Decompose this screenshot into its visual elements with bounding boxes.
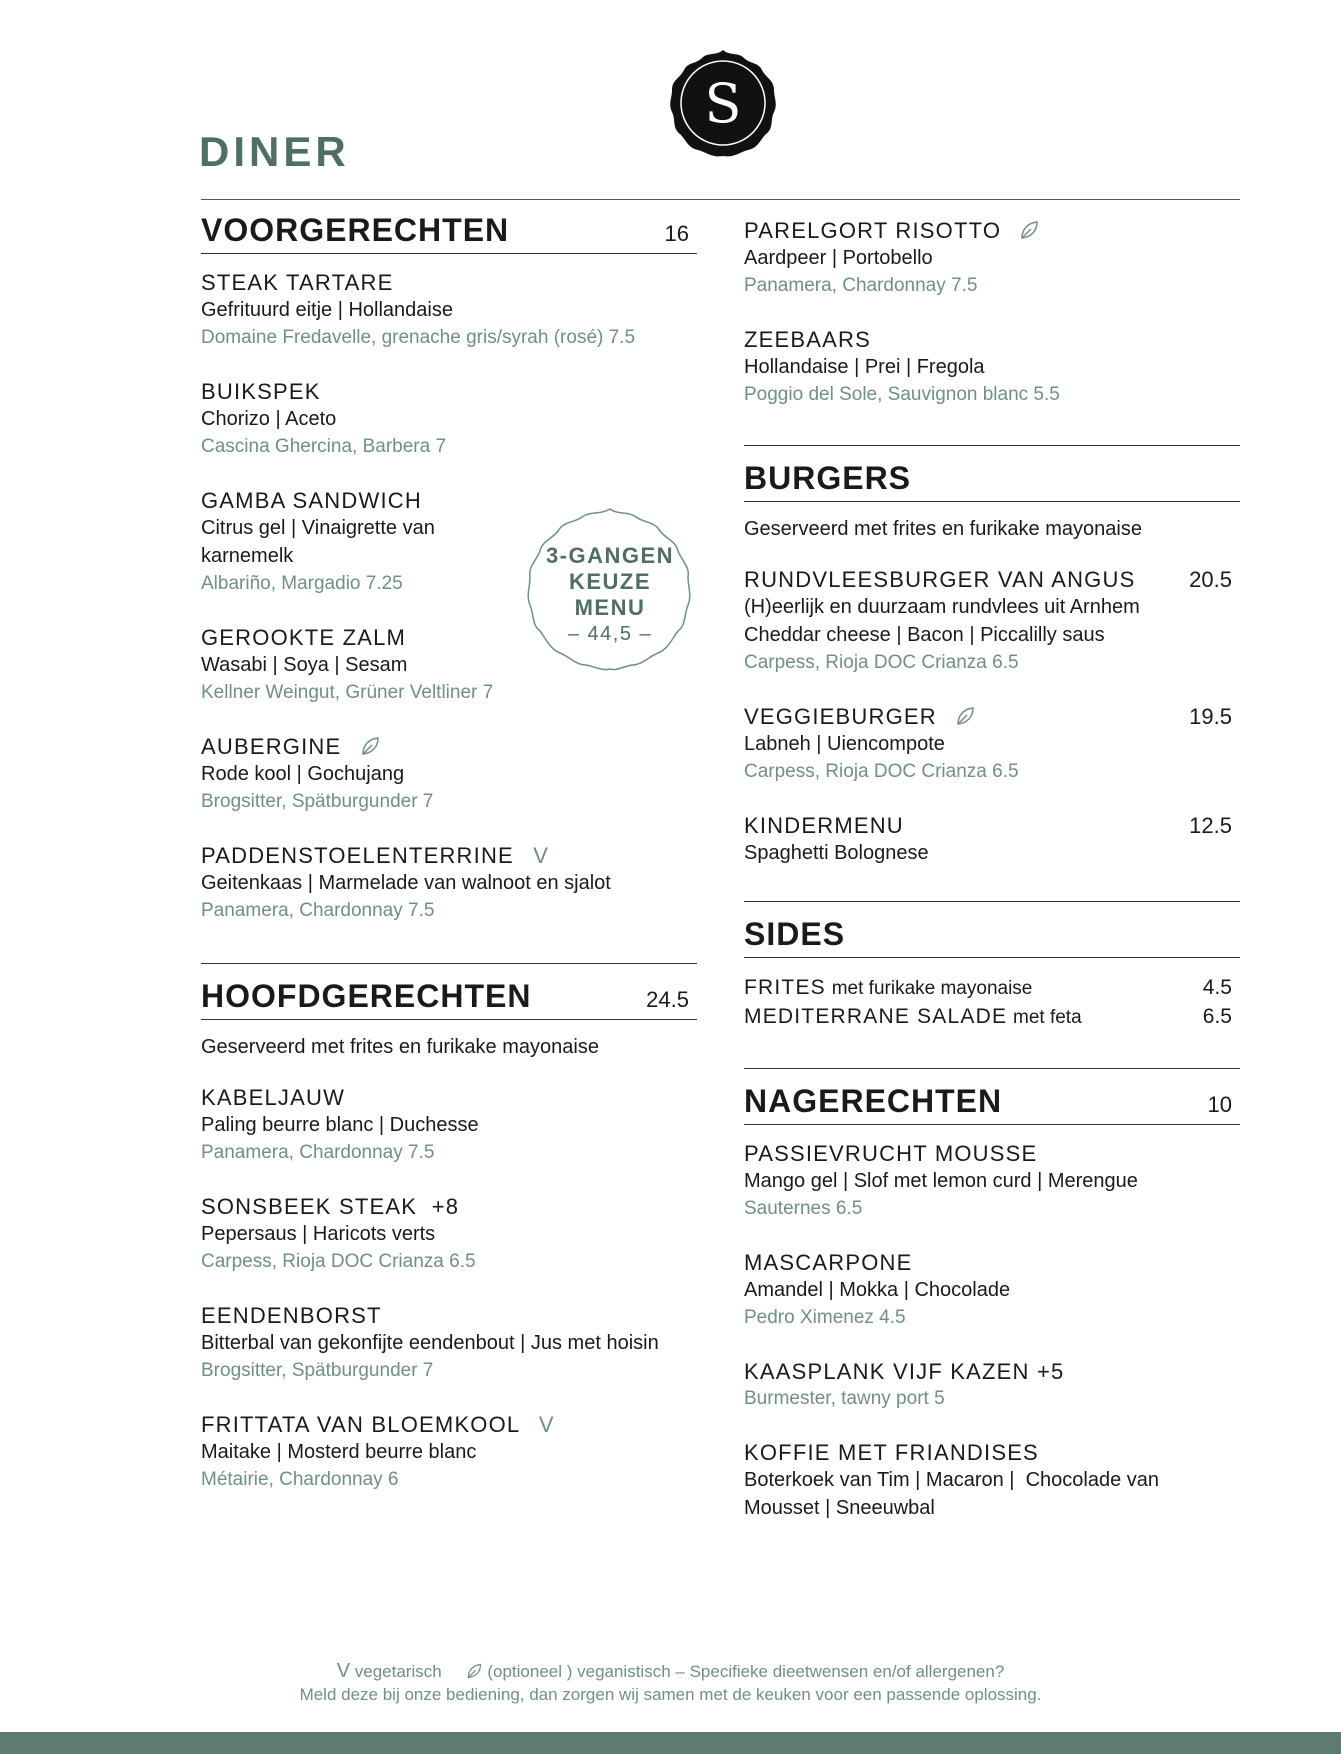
side-item-frites (744, 974, 1240, 1003)
top-divider (201, 199, 1240, 200)
dish-name: RUNDVLEESBURGER VAN ANGUS (744, 567, 1136, 592)
dish-passievrucht-mousse (744, 1141, 1240, 1223)
wine-pairing: Panamera, Chardonnay 7.5 (201, 900, 435, 921)
vegan-leaf-icon (359, 735, 381, 757)
dish-kaasplank (744, 1359, 1240, 1413)
section-header-nagerechten (744, 1068, 1240, 1125)
dish-buikspek (201, 379, 697, 461)
vegetarian-icon: V (538, 1412, 555, 1437)
dish-frittata-van-bloemkool (201, 1412, 697, 1494)
side-name: FRITES (744, 976, 826, 999)
dish-price: 20.5 (1189, 567, 1232, 592)
section-header-voorgerechten (201, 212, 697, 254)
dish-description: Boterkoek van Tim | Macaron | Chocolade van (744, 1469, 1160, 1491)
bottom-bar (0, 1732, 1341, 1754)
dish-name: PASSIEVRUCHT MOUSSE (744, 1141, 1038, 1166)
dish-description: (H)eerlijk en duurzaam rundvlees uit Arnhem (744, 596, 1140, 618)
vegan-leaf-icon (1018, 219, 1040, 241)
dish-description: Maitake | Mosterd beurre blanc (201, 1441, 477, 1463)
dish-name: BUIKSPEK (201, 379, 321, 404)
dish-description: Hollandaise | Prei | Fregola (744, 356, 985, 378)
dish-description: Labneh | Uiencompote (744, 733, 945, 755)
dish-mascarpone (744, 1250, 1240, 1332)
badge-line: 3-GANGEN (545, 543, 675, 568)
page-title: DINER (199, 128, 350, 175)
dish-name: KAASPLANK VIJF KAZEN +5 (744, 1359, 1065, 1384)
dish-name: PADDENSTOELENTERRINE (201, 843, 514, 868)
footer-line2: Meld deze bij onze bediening, dan zorgen wij samen met de keuken voor een passende oplossing. (299, 1685, 1042, 1704)
dish-description: Rode kool | Gochujang (201, 763, 405, 785)
section-note: Geserveerd met frites en furikake mayonaise (744, 518, 1142, 540)
wine-pairing: Panamera, Chardonnay 7.5 (744, 275, 978, 296)
dish-name: KINDERMENU (744, 813, 904, 838)
dish-name: MASCARPONE (744, 1250, 913, 1275)
dish-description: Chorizo | Aceto (201, 408, 337, 430)
dish-kabeljauw (201, 1085, 697, 1167)
dish-description: Citrus gel | Vinaigrette van (201, 517, 435, 539)
dish-description: Mango gel | Slof met lemon curd | Merengue (744, 1170, 1138, 1192)
section-title: HOOFDGERECHTEN (201, 978, 532, 1014)
dish-price: 12.5 (1189, 813, 1232, 838)
section-note: Geserveerd met frites en furikake mayonaise (201, 1036, 599, 1058)
side-name: MEDITERRANE SALADE (744, 1005, 1008, 1028)
section-price: 10 (1207, 1092, 1232, 1117)
dish-zeebaars (744, 327, 1240, 409)
dish-kindermenu (744, 813, 1240, 867)
dish-description: Mousset | Sneeuwbal (744, 1497, 935, 1519)
footer-note (0, 1660, 1341, 1706)
side-item-salade (744, 1003, 1240, 1032)
wine-pairing: Métairie, Chardonnay 6 (201, 1469, 399, 1490)
wine-pairing: Brogsitter, Spätburgunder 7 (201, 1360, 434, 1381)
section-title: SIDES (744, 916, 846, 952)
vegetarian-icon: V (336, 1660, 351, 1682)
wine-pairing: Burmester, tawny port 5 (744, 1388, 945, 1409)
wine-pairing: Poggio del Sole, Sauvignon blanc 5.5 (744, 384, 1060, 405)
dish-name: STEAK TARTARE (201, 270, 394, 295)
wine-pairing: Carpess, Rioja DOC Crianza 6.5 (744, 761, 1019, 782)
side-extra: met feta (1013, 1007, 1082, 1028)
dish-description: Pepersaus | Haricots verts (201, 1223, 436, 1245)
wine-pairing: Pedro Ximenez 4.5 (744, 1307, 906, 1328)
wine-pairing: Albariño, Margadio 7.25 (201, 573, 403, 594)
dish-rundvleesburger (744, 567, 1240, 677)
dish-name: ZEEBAARS (744, 327, 871, 352)
section-header-hoofdgerechten (201, 963, 697, 1020)
logo-letter: S (704, 72, 742, 135)
left-column (201, 212, 697, 1521)
vegan-leaf-icon (954, 705, 976, 727)
vegan-leaf-icon (465, 1662, 483, 1680)
section-price: 24.5 (646, 987, 689, 1012)
dish-description: Gefrituurd eitje | Hollandaise (201, 299, 453, 321)
dish-name: SONSBEEK STEAK +8 (201, 1194, 460, 1219)
badge-price: – 44,5 – (567, 623, 653, 645)
section-title: BURGERS (744, 460, 912, 496)
dish-description: Spaghetti Bolognese (744, 842, 929, 864)
dish-name: KOFFIE MET FRIANDISES (744, 1440, 1039, 1465)
wine-pairing: Carpess, Rioja DOC Crianza 6.5 (201, 1251, 476, 1272)
footer-vegan-label: (optioneel ) veganistisch – Specifieke dieetwensen en/of allergenen? (487, 1662, 1005, 1681)
side-price: 6.5 (1202, 1005, 1232, 1028)
dish-name: EENDENBORST (201, 1303, 382, 1328)
wine-pairing: Carpess, Rioja DOC Crianza 6.5 (744, 652, 1019, 673)
dish-description: Geitenkaas | Marmelade van walnoot en sjalot (201, 872, 611, 894)
section-title: VOORGERECHTEN (201, 212, 510, 248)
three-course-menu-badge (526, 505, 694, 673)
section-price: 16 (664, 221, 689, 246)
dish-price: 19.5 (1189, 704, 1232, 729)
wine-pairing: Domaine Fredavelle, grenache gris/syrah (rosé) 7.5 (201, 327, 636, 348)
dish-name: FRITTATA VAN BLOEMKOOL (201, 1412, 520, 1437)
dish-name: GAMBA SANDWICH (201, 488, 422, 513)
dish-paddenstoelenterrine (201, 843, 697, 925)
dish-name: KABELJAUW (201, 1085, 346, 1110)
sides-list (744, 974, 1240, 1032)
badge-line: KEUZE (568, 569, 652, 594)
dish-aubergine (201, 734, 697, 816)
dish-description: karnemelk (201, 545, 294, 567)
dish-description: Aardpeer | Portobello (744, 247, 933, 269)
dish-name: VEGGIEBURGER (744, 704, 937, 729)
dish-name: GEROOKTE ZALM (201, 625, 407, 650)
wine-pairing: Panamera, Chardonnay 7.5 (201, 1142, 435, 1163)
side-price: 4.5 (1202, 976, 1232, 999)
dish-eendenborst (201, 1303, 697, 1385)
dish-parelgort-risotto (744, 218, 1240, 300)
right-column (744, 212, 1240, 1549)
badge-line: MENU (574, 595, 646, 620)
wine-pairing: Kellner Weingut, Grüner Veltliner 7 (201, 682, 494, 703)
dish-steak-tartare (201, 270, 697, 352)
section-header-sides (744, 901, 1240, 958)
dish-description: Wasabi | Soya | Sesam (201, 654, 408, 676)
dish-koffie-met-friandises (744, 1440, 1240, 1522)
vegetarian-icon: V (533, 843, 550, 868)
dish-description: Bitterbal van gekonfijte eendenbout | Jus met hoisin (201, 1332, 659, 1354)
dish-description: Paling beurre blanc | Duchesse (201, 1114, 479, 1136)
side-extra: met furikake mayonaise (831, 978, 1033, 999)
wine-pairing: Cascina Ghercina, Barbera 7 (201, 436, 447, 457)
wine-pairing: Sauternes 6.5 (744, 1198, 863, 1219)
dish-description: Amandel | Mokka | Chocolade (744, 1279, 1011, 1301)
dish-sonsbeek-steak (201, 1194, 697, 1276)
dish-description: Cheddar cheese | Bacon | Piccalilly saus (744, 624, 1105, 646)
footer-veg-label: vegetarisch (354, 1662, 442, 1681)
restaurant-logo (668, 48, 778, 158)
dish-name: AUBERGINE (201, 734, 342, 759)
section-header-burgers (744, 445, 1240, 502)
wine-pairing: Brogsitter, Spätburgunder 7 (201, 791, 434, 812)
dish-name: PARELGORT RISOTTO (744, 218, 1002, 243)
section-title: NAGERECHTEN (744, 1083, 1003, 1119)
dish-veggieburger (744, 704, 1240, 786)
